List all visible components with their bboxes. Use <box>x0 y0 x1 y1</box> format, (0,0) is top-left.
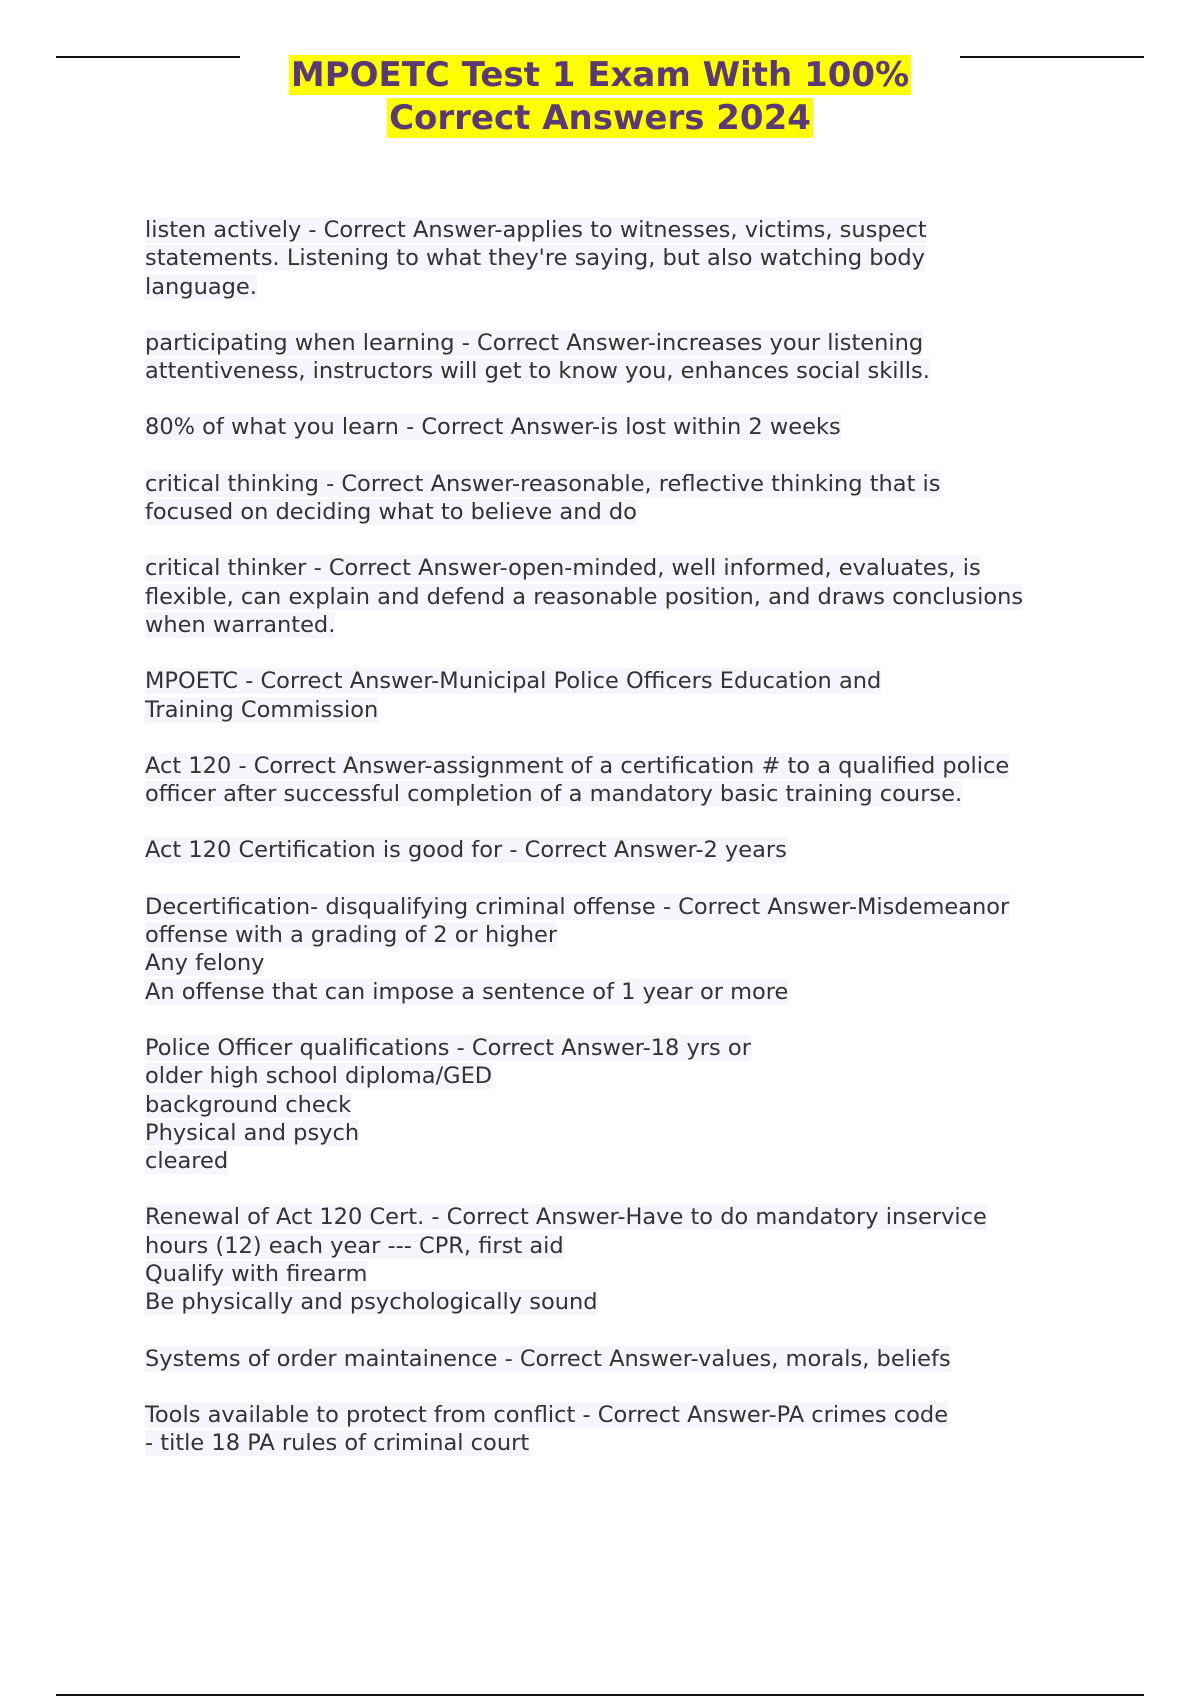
qa-entry <box>145 752 1105 809</box>
qa-entry <box>145 893 1105 1006</box>
qa-entry <box>145 1345 1105 1373</box>
qa-text: Decertification- disqualifying criminal offense - Correct Answer-Misdemeanor offense with a grading of 2 or higher Any felony An offense that can impose a sentence of 1 year or more <box>145 893 1010 1005</box>
qa-entry <box>145 413 1105 441</box>
document-body <box>145 216 1105 1486</box>
qa-text: critical thinking - Correct Answer-reasonable, reflective thinking that is focused on deciding what to believe and do <box>145 470 941 526</box>
qa-text: Systems of order maintainence - Correct Answer-values, morals, beliefs <box>145 1345 951 1372</box>
qa-text: participating when learning - Correct Answer-increases your listening attentiveness, instructors will get to know you, enhances social skills. <box>145 329 930 385</box>
qa-entry <box>145 1203 1105 1316</box>
bottom-rule <box>56 1694 1144 1696</box>
qa-text: critical thinker - Correct Answer-open-minded, well informed, evaluates, is flexible, can explain and defend a reasonable position, and draws conclusions when warranted. <box>145 555 1024 638</box>
qa-text: Act 120 Certification is good for - Correct Answer-2 years <box>145 837 787 864</box>
qa-text: Police Officer qualifications - Correct Answer-18 yrs or older high school diploma/GED background check Physical and psych cleared <box>145 1034 751 1175</box>
qa-entry <box>145 216 1105 301</box>
qa-entry <box>145 667 1105 724</box>
qa-text: 80% of what you learn - Correct Answer-is lost within 2 weeks <box>145 414 841 441</box>
qa-text: Renewal of Act 120 Cert. - Correct Answer-Have to do mandatory inservice hours (12) each year --- CPR, first aid Qualify with firearm Be physically and psychologically sound <box>145 1204 987 1316</box>
qa-text: listen actively - Correct Answer-applies to witnesses, victims, suspect statements. Listening to what they're saying, but also watching body language. <box>145 217 927 300</box>
title-box <box>240 54 960 140</box>
document-title: MPOETC Test 1 Exam With 100% Correct Answers 2024 <box>290 55 910 138</box>
qa-entry <box>145 1401 1105 1458</box>
qa-text: Tools available to protect from conflict - Correct Answer-PA crimes code - title 18 PA rules of criminal court <box>145 1401 949 1457</box>
qa-entry <box>145 329 1105 386</box>
qa-entry <box>145 554 1105 639</box>
qa-text: MPOETC - Correct Answer-Municipal Police Officers Education and Training Commission <box>145 668 882 723</box>
qa-entry <box>145 1034 1105 1175</box>
qa-text: Act 120 - Correct Answer-assignment of a certification # to a qualified police officer after successful completion of a mandatory basic training course. <box>145 752 1010 808</box>
title-area <box>0 54 1200 140</box>
qa-entry <box>145 836 1105 864</box>
qa-entry <box>145 470 1105 527</box>
